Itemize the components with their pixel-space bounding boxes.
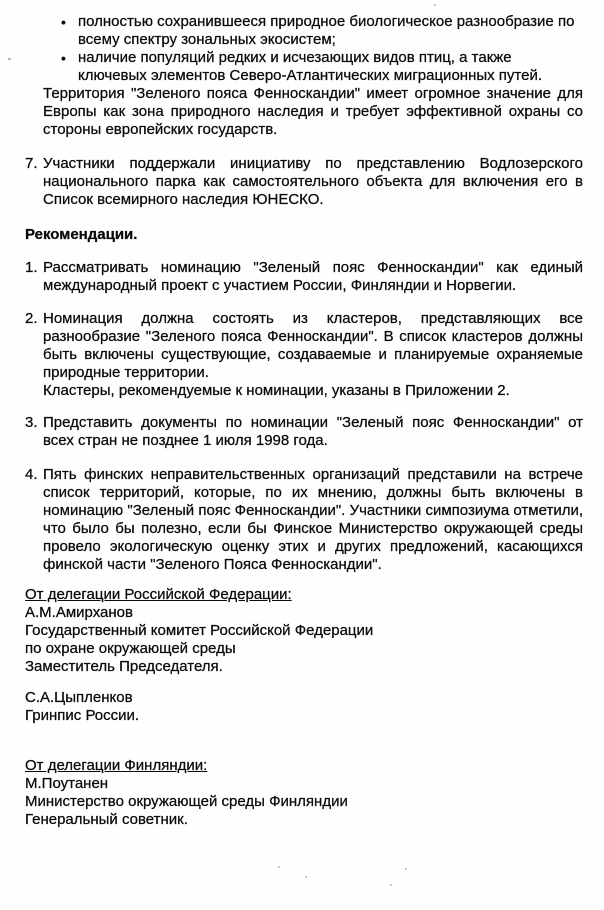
recommendation-3 — [25, 414, 583, 450]
signatory-organization-line: Гринпис России. — [25, 707, 140, 724]
scan-speck — [278, 866, 280, 868]
bullet-text-line: наличие популяций редких и исчезающих видов птиц, а также — [78, 49, 512, 66]
recommendations-heading: Рекомендации. — [25, 226, 138, 243]
recommendation-2-note: Кластеры, рекомендуемые к номинации, указаны в Приложении 2. — [43, 382, 510, 399]
scan-speck — [305, 876, 307, 878]
intro-paragraph: Территория "Зеленого пояса Фенноскандии" имеет огромное значение для Европы как зона природного наследия и требует эффективной охраны со стороны европейских государств. — [43, 85, 583, 138]
bullet-item — [61, 49, 583, 85]
bullet-text — [78, 49, 542, 85]
greenpeace-signatory-block — [25, 689, 583, 725]
item-number: 1. — [25, 259, 38, 276]
signatory-title: Генеральный советник. — [25, 811, 188, 828]
scan-speck — [8, 58, 11, 60]
signatory-name: С.А.Цыпленков — [25, 689, 133, 706]
russia-delegation-heading: От делегации Российской Федерации: — [25, 586, 292, 603]
criteria-bullet-list — [61, 13, 583, 85]
scan-speck — [405, 868, 407, 870]
scan-speck — [434, 4, 436, 6]
signatory-organization-line: Государственный комитет Российской Федерации — [25, 622, 374, 639]
finland-delegation-heading: От делегации Финляндии: — [25, 757, 208, 774]
item-number: 4. — [25, 466, 38, 483]
recommendation-2 — [25, 310, 583, 400]
recommendation-1 — [25, 259, 583, 295]
numbered-item-7 — [25, 155, 583, 209]
signatory-name: М.Поутанен — [25, 775, 109, 792]
item-text: Представить документы по номинации "Зеленый пояс Фенноскандии" от всех стран не позднее 1 июля 1998 года. — [43, 414, 583, 449]
item-text: Пять финских неправительственных организаций представили на встрече список территорий, которые, по их мнению, должны быть включены в номинацию "Зеленый пояс Фенноскандии". Участники симпозиума отметили, что было бы полезно, если бы Финское Министерство окружающей среды провело экологическую оценку этих и других предложений, касающихся финской части "Зеленого Пояса Фенноскандии". — [43, 466, 583, 573]
bullet-item — [61, 13, 583, 49]
item-number: 2. — [25, 310, 38, 327]
bullet-text — [78, 13, 574, 49]
item-text: Номинация должна состоять из кластеров, представляющих все разнообразие "Зеленого пояса Фенноскандии". В список кластеров должны быть включены существующие, создаваемые и планируемые охраняемые природные территории. — [43, 310, 583, 381]
item-text: Рассматривать номинацию "Зеленый пояс Фенноскандии" как единый международный проект с участием России, Финляндии и Норвегии. — [43, 259, 583, 294]
recommendation-4 — [25, 466, 583, 574]
bullet-text-line: полностью сохранившееся природное биологическое разнообразие по — [78, 13, 575, 30]
signatory-organization-line: Министерство окружающей среды Финляндии — [25, 793, 348, 810]
bullet-icon: • — [61, 14, 66, 30]
scan-speck — [390, 884, 392, 886]
bullet-text-line: ключевых элементов Северо-Атлантических миграционных путей. — [78, 67, 543, 84]
signatory-name: А.М.Амирханов — [25, 604, 133, 621]
russia-delegation-block — [25, 586, 583, 676]
finland-delegation-block — [25, 757, 583, 829]
bullet-icon: • — [61, 50, 66, 66]
signatory-title: Заместитель Председателя. — [25, 658, 223, 675]
item-text: Участники поддержали инициативу по представлению Водлозерского национального парка как самостоятельного объекта для включения его в Список всемирного наследия ЮНЕСКО. — [43, 155, 583, 208]
bullet-text-line: всему спектру зональных экосистем; — [78, 31, 336, 48]
item-number: 3. — [25, 414, 38, 431]
signatory-organization-line: по охране окружающей среды — [25, 640, 236, 657]
item-number: 7. — [25, 155, 38, 172]
